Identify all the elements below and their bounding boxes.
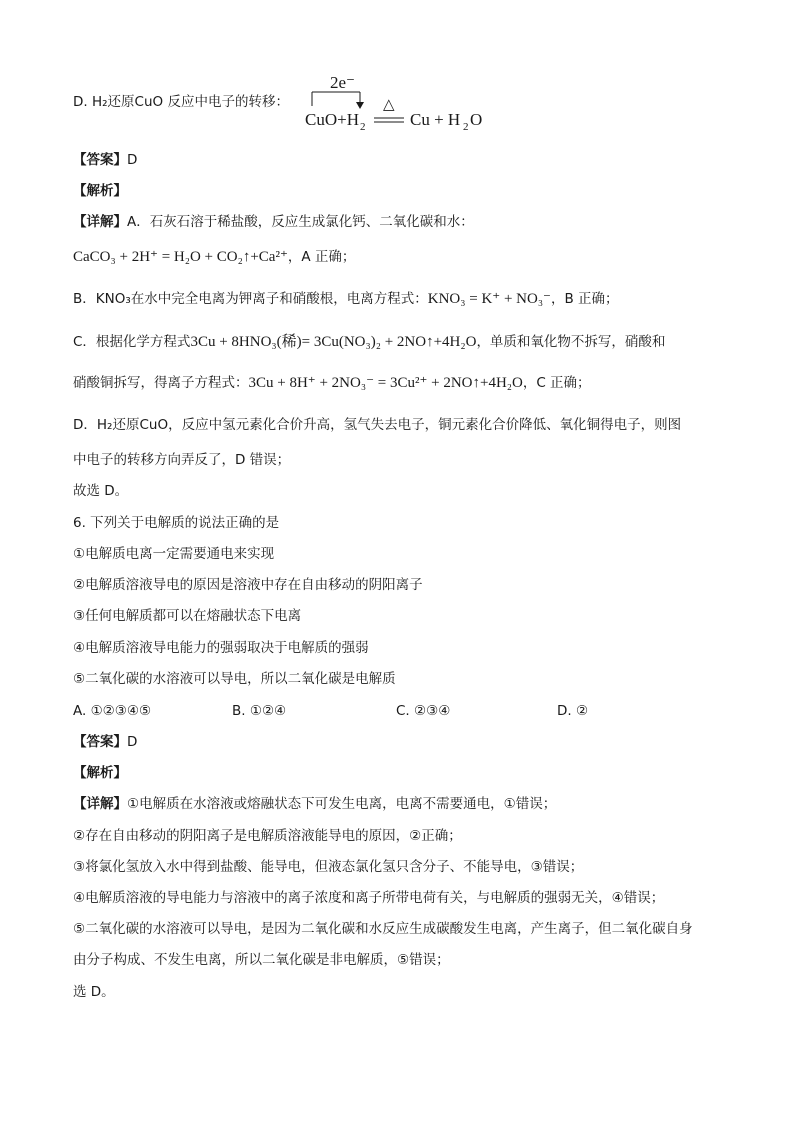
detail2-line-2: ②存在自由移动的阴阳离子是电解质溶液能导电的原因，②正确； — [73, 828, 462, 844]
electron-transfer-equation — [300, 72, 500, 134]
analysis-label: 【解析】 — [73, 183, 127, 199]
detail2-line-5: ⑤二氧化碳的水溶液可以导电，是因为二氧化碳和水反应生成碳酸发生电离，产生离子，但二氧化碳自身 — [73, 921, 693, 937]
detail-b-equation: KNO₃ = K⁺ + NO₃⁻ — [427, 291, 551, 307]
detail-b-text: B．KNO₃在水中完全电离为钾离子和硝酸根，电离方程式： — [73, 291, 428, 307]
answer-label-2: 【答案】 — [73, 734, 127, 750]
answer-line-2 — [73, 732, 137, 752]
statement-3: ③任何电解质都可以在熔融状态下电离 — [73, 608, 302, 624]
reactants: CuO+H — [305, 110, 359, 129]
detail2-text-1: ①电解质在水溶液或熔融状态下可发生电离，电离不需要通电，①错误； — [127, 796, 557, 812]
option-d-line — [73, 92, 289, 112]
detail-conclusion — [73, 481, 128, 501]
detail2-line-4: ④电解质溶液的导电能力与溶液中的离子浓度和离子所带电荷有关，与电解质的强弱无关，④错误； — [73, 890, 665, 906]
reactant-subscript: 2 — [360, 121, 366, 133]
analysis-heading — [73, 181, 127, 201]
detail2-conclusion: 选 D。 — [73, 984, 115, 1000]
detail2-line-3: ③将氯化氢放入水中得到盐酸、能导电，但液态氯化氢只含分子、不能导电，③错误； — [73, 859, 584, 875]
option-a: A. ①②③④⑤ — [73, 703, 152, 719]
detail-d-text: D．H₂还原CuO，反应中氢元素化合价升高，氢气失去电子，铜元素化合价降低、氧化铜得电子，则图 — [73, 417, 682, 433]
option-d-text: H₂还原CuO 反应中电子的转移： — [91, 94, 289, 110]
answer-value-2: D — [127, 734, 138, 750]
analysis-label-2: 【解析】 — [73, 765, 127, 781]
detail-conclusion-text: 故选 D。 — [73, 483, 129, 499]
detail-c2-line — [73, 373, 591, 393]
option-d: D. ② — [557, 703, 589, 719]
detail-b-line — [73, 289, 619, 309]
detail-c2-equation: 3Cu + 8H⁺ + 2NO₃⁻ = 3Cu²⁺ + 2NO↑+4H₂O — [248, 375, 523, 391]
detail-c2-text: 硝酸铜拆写，得离子方程式： — [73, 375, 249, 391]
detail-label: 【详解】 — [73, 214, 127, 230]
detail-a-tail: ，A 正确； — [287, 249, 356, 265]
question-stem-text: 6. 下列关于电解质的说法正确的是 — [73, 515, 280, 531]
detail-label-2: 【详解】 — [73, 796, 127, 812]
electron-count: 2e⁻ — [330, 73, 356, 92]
detail-c-tail: ，单质和氧化物不拆写，硝酸和 — [476, 334, 666, 350]
option-c: C. ②③④ — [396, 703, 451, 719]
detail-a-text: A．石灰石溶于稀盐酸，反应生成氯化钙、二氧化碳和水： — [127, 214, 474, 230]
detail-a-line — [73, 212, 474, 232]
answer-value: D — [127, 152, 138, 168]
statement-4: ④电解质溶液导电能力的强弱取决于电解质的强弱 — [73, 640, 369, 656]
arrowhead-icon — [356, 102, 364, 109]
analysis-heading-2 — [73, 763, 127, 783]
detail-a-equation-line — [73, 247, 355, 267]
detail-d2-text: 中电子的转移方向弄反了，D 错误； — [73, 452, 291, 468]
products: Cu + H — [410, 110, 461, 129]
option-b: B. ①②④ — [232, 703, 287, 719]
question-stem — [73, 513, 279, 533]
answer-label: 【答案】 — [73, 152, 127, 168]
answer-line — [73, 150, 137, 170]
statement-1: ①电解质电离一定需要通电来实现 — [73, 546, 275, 562]
product-subscript: 2 — [463, 121, 469, 133]
product-o: O — [470, 110, 483, 129]
heat-symbol: △ — [383, 97, 395, 113]
detail-c-line — [73, 332, 665, 352]
option-d-prefix: D. — [73, 94, 92, 110]
detail-c2-tail: ，C 正确； — [522, 375, 591, 391]
detail-a-equation: CaCO₃ + 2H⁺ = H₂O + CO₂↑+Ca²⁺ — [73, 249, 288, 265]
statement-2: ②电解质溶液导电的原因是溶液中存在自由移动的阴阳离子 — [73, 577, 423, 593]
detail-d2-line — [73, 450, 290, 470]
detail-b-tail: ，B 正确； — [550, 291, 619, 307]
detail-c-text: C．根据化学方程式 — [73, 334, 191, 350]
statement-5: ⑤二氧化碳的水溶液可以导电，所以二氧化碳是电解质 — [73, 671, 396, 687]
detail-c-equation: 3Cu + 8HNO₃(稀)= 3Cu(NO₃)₂ + 2NO↑+4H₂O — [190, 334, 477, 350]
detail-d-line — [73, 415, 681, 435]
detail2-line-1 — [73, 794, 556, 814]
detail2-line-6: 由分子构成、不发生电离，所以二氧化碳是非电解质，⑤错误； — [73, 952, 450, 968]
